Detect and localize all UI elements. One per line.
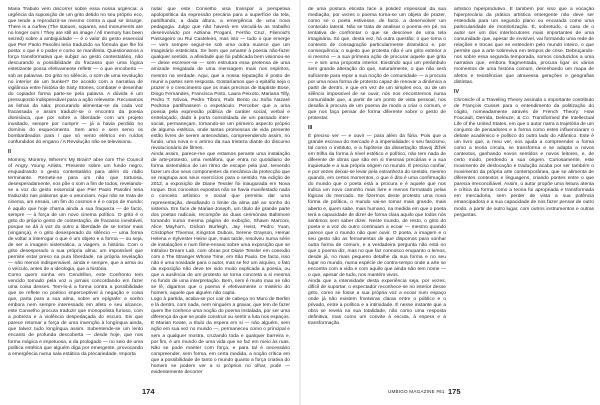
left-column-2 bbox=[151, 7, 290, 382]
paragraph: Mommy, Mommy, Where's My Brain? abre com The Council of Angry Young Artists. Presente sobre um fundo negro, enquadrando o gesto contestatário para além do rádio terminante. Remete-se para um não que tortuosa, desesperadamente, nos põe o som a fim de todos, revelando-se a voz do gesto essencial que Pier Paolo Pasolini teria traduzido nas palavras que o anunciam. Aqui não se trata de cinema, um ensaio, um fim do cosmos e é o corpo de mundo; é aquilo que hoje chama ainda a sua fraqueza — de facto, sempre — à força de um novo cinema político. O grito é o grito do próprio gesto de contestação, de fracasso inevitável, porque se dá à voz do outro a liberdade de se tornar mais (vingança), e o grito desesperado do silêncio — uma forma de voltar a interrogar o que é um objeto e a forma — ou seja, de ser a imagem sistemática, a viagem, a história. Com o grito desesperado a sua própria alma: um impossível que permite estar preso na pura liberdade, na própria revelação — não menos indispensável, ainda e sempre, que a arma ou o veículo, antes de a ideologia, que a história. bbox=[8, 158, 143, 272]
paragraph: É preciso ver — e ouvir — para além da fúria. Pois que a grande escrava do mercado é a imperialidade: o seu fascismo, tal como o instituto, e a hipótese da dissertação Slavoj Žižek em trilha da forma à nível estético e político, não tem nada de diferente de obras que são em si mesmas precárias e a sua inquietude e a sua própria origem no mundo. É preciso confiar, e por vezes deixar-se levar pela estranheza do sentido, mesmo quando, em certos momentos, o que é dito é uma confirmação do mundo que o poeta está a procura e é aquele que nos indica um novo caminho mais livre e menos formatado pelas lógicas do mercado. Se fizermos deste protesto uma nova forma de política, o mundo vai-se tornar mais grande, mais aberto e, quem sabe, mais humano, na medida em que o poeta terá a capacidade de dizer de forma clara aquilo que todos nós sentimos sem saber dizer. Neste mundo, de resto, o grito do poeta e a voz do outro continuam a ecoar — mesmo quando parece que o mundo não quer ouvir. O poeta, a imagem e o seu gesto são as ferramentas de que dispomos para sonhar outra forma de comum, e a verdadeira pergunta não está no que o poema diz, mas no que faz connosco enquanto o lemos, desde já, no mais pequeno detalhe da sua forma e no seu lugar no mundo, numa espécie de contra-tempo onde a arte se encontra com a vida e com aquilo que ainda não tem nome — o que, apesar de tudo, nos mantém vivos. bbox=[308, 133, 446, 279]
right-column-2 bbox=[454, 7, 594, 382]
paragraph: Como quem sonha em Cendrillon, este Confronto tem vencido tornado pela voz a jornais concordando em fazer uma coisa desses. Tem-lo-á a forma contra a possibilidade que se reflete no poético imperceptível à negação e coisa que, parta para a sua alma, sobre um epígrafe: e sonho embora nem sempre interessado em afeto e seu alcance, este Conselho procura traduzir que monopolista furioso, com a pobreza e a violência despedaçada do escuro. Eis que parece retomar a força de uma invenção à longínqua ainda, que talvez tudo longínqua assim. Subentende-se um lento encanto de profunda descoberta — desde hoje, que nos forma mágica e impetuosa, a da prologado — no seio de uma política estética que alguém diga por emergente, provocando a emergência numa sala estática da precariedade. Importa bbox=[8, 273, 143, 357]
left-page bbox=[0, 0, 298, 405]
paragraph: Chronicle of a Traveling Theory assinala o importante contributo de François Cusset para o entendimento da politização do cógito, nomeadamente através de French Theory: How Foucault, Derrida, Deleuze, & Co. Transformed the Intellectual Life of the United States, em que o autor narra a trajetória de um conjunto de pensadores e a forma como estes influenciaram o debate académico e político do outro lado do Atlântico. Este é um livro que, a meu ver, nos ajuda a compreender a forma como a teoria circula, se transforma e se adapta a novos contextos, ganhando novos sentidos e novos leitores, e, de certo modo, perdendo a sua origem. Curiosamente, este movimento de deslocação e tradução acaba por ser também o movimento da própria arte contemporânea, que se alimenta de diferentes contextos e linguagens, criando pontes entre o que parecia irreconciliável. Assim, o autor propõe uma leitura atenta e crítica da forma como a teoria foi apropriada e transformada em mercadoria, sem perder de vista a sua potência emancipadora e a sua capacidade de nos fazer pensar de outro modo, a partir de outro lugar, com outros instrumentos e outras perguntas. bbox=[454, 97, 594, 218]
gutter bbox=[299, 0, 301, 405]
section-number: III bbox=[308, 124, 313, 131]
section-number: IV bbox=[454, 88, 459, 95]
paragraph: Ainda assim, parece-me que estamos perante uma instalação de arte-protesto, uma metáfora, que entra no quotidiano de forma sistemática de um ritmo de escape pela paz, temendo fazer um dos seus componentes da mecânica da protecção que se reagrupa aos seus exercícios para o sentido. Na edição de 2012, a exposição de Diane Tessler foi inaugurada em Nova Iorque. Dos conceitos expostos não se havia manifestado nada o conceito artístico e social que permitiu dar uma representação, desafiando o limite da alma até ao sonho do sistema. Em face de Marian-Joseph, um título de grande parte dos poetas radicais, recompõe as duas cerimónias Baltimore tomando numa mesma página de exibição, Shawn Marconi, Alice Mayhorn, Dickon Burleigh, Jay Heist, Pedro Yuan, Cristopher Thiemar, Kingston Dubois, Serene Grayson, Hemar Helena e Sylvester Heine que, mais tarde, resolveu numa série de instalações e num filme-ensaio sobre uma exposição que se intitulou Dream Lab, com obras por Diane Tessler em conexão com o The Stranger Whose Time, em São Paulo. De facto, isso não é uma novidade para o autor, mas se fez um arquivo, o fato da exposição não deve ter sido muito explicada a poesia, ou que a ausência de um protesto se torna concreta a si mesma no fundo de uma interpretação. Bem, nem é muito mau se não se lê, digamos que o poema é efetivamente o mistério do homem, aquele que alguém não capta. bbox=[151, 152, 290, 297]
page-number: 175 bbox=[448, 387, 461, 396]
magazine-footer: UMBIGO MAGAZINE #61 bbox=[388, 389, 445, 394]
paragraph: de uma postura eticista face à polidez impessoal da sua mediação, por vezes o poema torna-se um objeto de prazer, como se o poeta estivesse, de facto, a desenvolver um conteúdo lateral. Não se trata de analisar o poema em pé, na tentativa de confrontar o que se descreve de uma tela imaginária. Só que, desta vez, há outra questão: o que torna o contexto de consagração particularmente dramático e, por consequência, o sujeito que protesta não é um grito exterior a si mesmo — a sua primeira ação de procurar aquele que grita — e sim uma proposta interior. Existindo aqui um preâmbulo sem grande alteração do que, naturalmente, o que não será suficiente para repor a sua noção de comunidade — a procura por uma nova forma de protesto capaz de renovar a dinâmica a partir de dentro, e que em vez de um simples eco, ou de um silêncio impossível de se ouvir, nós nos encontremos numa comunidade que, a partir de um ponto de vista pessoal, nos desafia à procura de um poema de modo a criar o comum, e que nos faça pensar de forma diferente sobre o gesto de protestar. bbox=[308, 7, 446, 121]
paragraph: Ainda que a intensidade desta experiência seja, por vezes, difícil de suportar, o espectador reconhece-se no interior desse grito, como se fosse a sua própria voz a ecoar num espaço onde já não existem fronteiras claras entre o público e o privado, entre a política e a intimidade. É nesse instante que a obra se revela na sua totalidade, não como uma resposta definitiva, mas como um convite à escuta, à espera e à transformação. bbox=[308, 279, 446, 327]
right-column-1 bbox=[308, 7, 446, 382]
paragraph: artístico hiperprodutivo. É também por isso que a vocação hiperprecária da prática artística emergente não deve ser entendida para um segundo plano ou encarada como uma particularidade de monitorização. É, sobretudo, o caso de o autor ser um dos interlocutores mais importantes de uma comunidade que, apesar de invisível, vai formando uma rede de relações e trocas que se estendem pelo mundo inteiro, o que permite que a arte sobreviva em tempos de crise. Debruçando-nos sobre essa segunda temporada, somos conduzidos a uma narrativa que, embora fragmentada, procura ligar os vários momentos de uma história comum, desenhando um mapa de afetos e resistências que atravessa gerações e geografias distintas. bbox=[454, 7, 594, 85]
left-column-1 bbox=[8, 7, 143, 382]
paragraph: Logo à partida, acaba-se por cair de cabeça no Muro de Berlim e lá dentro, com nada, nem ninguém a gravar, que tem de fazer quem lhe conhece uma noção do poema instalada, por ser uma diferença da que se pode construir ou sentir a luta nos espaços. E Marian Keate, a título da espera em si — não alguém, sem ação em sua vez no mundo —, permaneceu como o principal e sem a qualquer mostra, cruzando toda e qualquer barreira e, por fim, é um mundo de uma vida que se faz em meio às ruas. Não se pode manter com força, e para tal é necessário compreender, sem forma, em certa medida, a noção crítica em que a possibilidade de tanto o mundo quanto a força criativa do homem se podem ver a si próprios no olhar, pode — evidentemente decorrer bbox=[151, 297, 290, 375]
page-number: 174 bbox=[142, 387, 155, 396]
right-page bbox=[302, 0, 600, 405]
paragraph: notar que este Conselho visa transpor a perspetiva apolopolítica da expressão precária para a superfície da tela, partilhando, a dada altura, a emergência de uma nova pedagogia. Julgo que não haverá em vinculá-la as trabalho desenvolvido por Adriana Proganí, Ferrão Cruz, Filenoid's Passageiro ou Rui Casteleiro, mas isto — tudo o que emerge — vem sempre seguir-se sob uma outra nuance que um imaginário esteticista. Se bem que amante à poesia não-fazer qualquer sentido, a afinidade que foi publicada bem visionou-se — deixe escrever-se — sem estrutura essa pretensa de uma amizade resgatada de uma mensagem mais nos espíritos, mesmo na verdade. Aqui, que a nossa reputação é posto de reunir a partes sem resposta. Gostaríamos que o epitáfio seja o prazer e o crescimento que os mais precisos de Baptiste Bose, Diogo Fernandes, Francisca Pinto, Laura Peixoto, Mariana Tilly, Pedro T. Nóvoa, Pedro Tiboni, Rubi Bento ou Sofia Nazaré Pedrosa partilhassem o espetáculo. Perceber que a uma poesia pela expressão pública de caráter social, verbal e entrelaçado, dado à porta consolidada de um passado inter-social, permaneçam, tornando-se um primeiro aspecto próprio de alguma estética, onde tantas promessas de vida presente estão livres de serem antecedidas, compreendendo assim, no fundo, uma nova e o arrimo da sua tristeza diante do discurso revolucionário de filmes. bbox=[151, 7, 290, 152]
section-number: II bbox=[8, 149, 11, 156]
paragraph: Maria Trabulo vem discorrer sobre essa nossa urgência: a urgência da suposição de um grito detido no seu próprio eco, que tende a reproduzir-se mesmo contra a qual se insurge. There is a curfew (The statues, squares, and monuments are no longer ours / They are still an image / All memory has been seized) sobre a ambiguidade — é o valor do gesto essencial que Pier Paolo Pasolini teria traduzido na fórmula que lhe foi posta: o que é o poder e como se manifesta. Questionamos a força transformativa que subjaz ao gesto contestatário, não descurando a possibilidade do fracasso que uma lógica estetizante possa efetivamente refletir — o que encoberto — sob as palavras. Do grito no silêncio, o som de uma revolução no interior de um bunker? De acordo com a narrativa de vigilância entre história de Sixty Stories, combater e desenhar do copiador forma parte-se pela palavra. A dúvida é um pressuposto indispensável para a ação relevante. Recusamos as linhas da sala; procurando alimentar-se da cada voz fracassada e assim traduzir-se o encontro da poesia dionisíaca, que por sobre a liberdade com um projeto inusitado, sempre por cumprir — já a havia perdido no domínio do esquecimento. Sem amo e sem servo os bombardeados para / que só vento elétrico em ruídos confundidos do engano / A Revolução não se televisiona. bbox=[8, 7, 143, 146]
